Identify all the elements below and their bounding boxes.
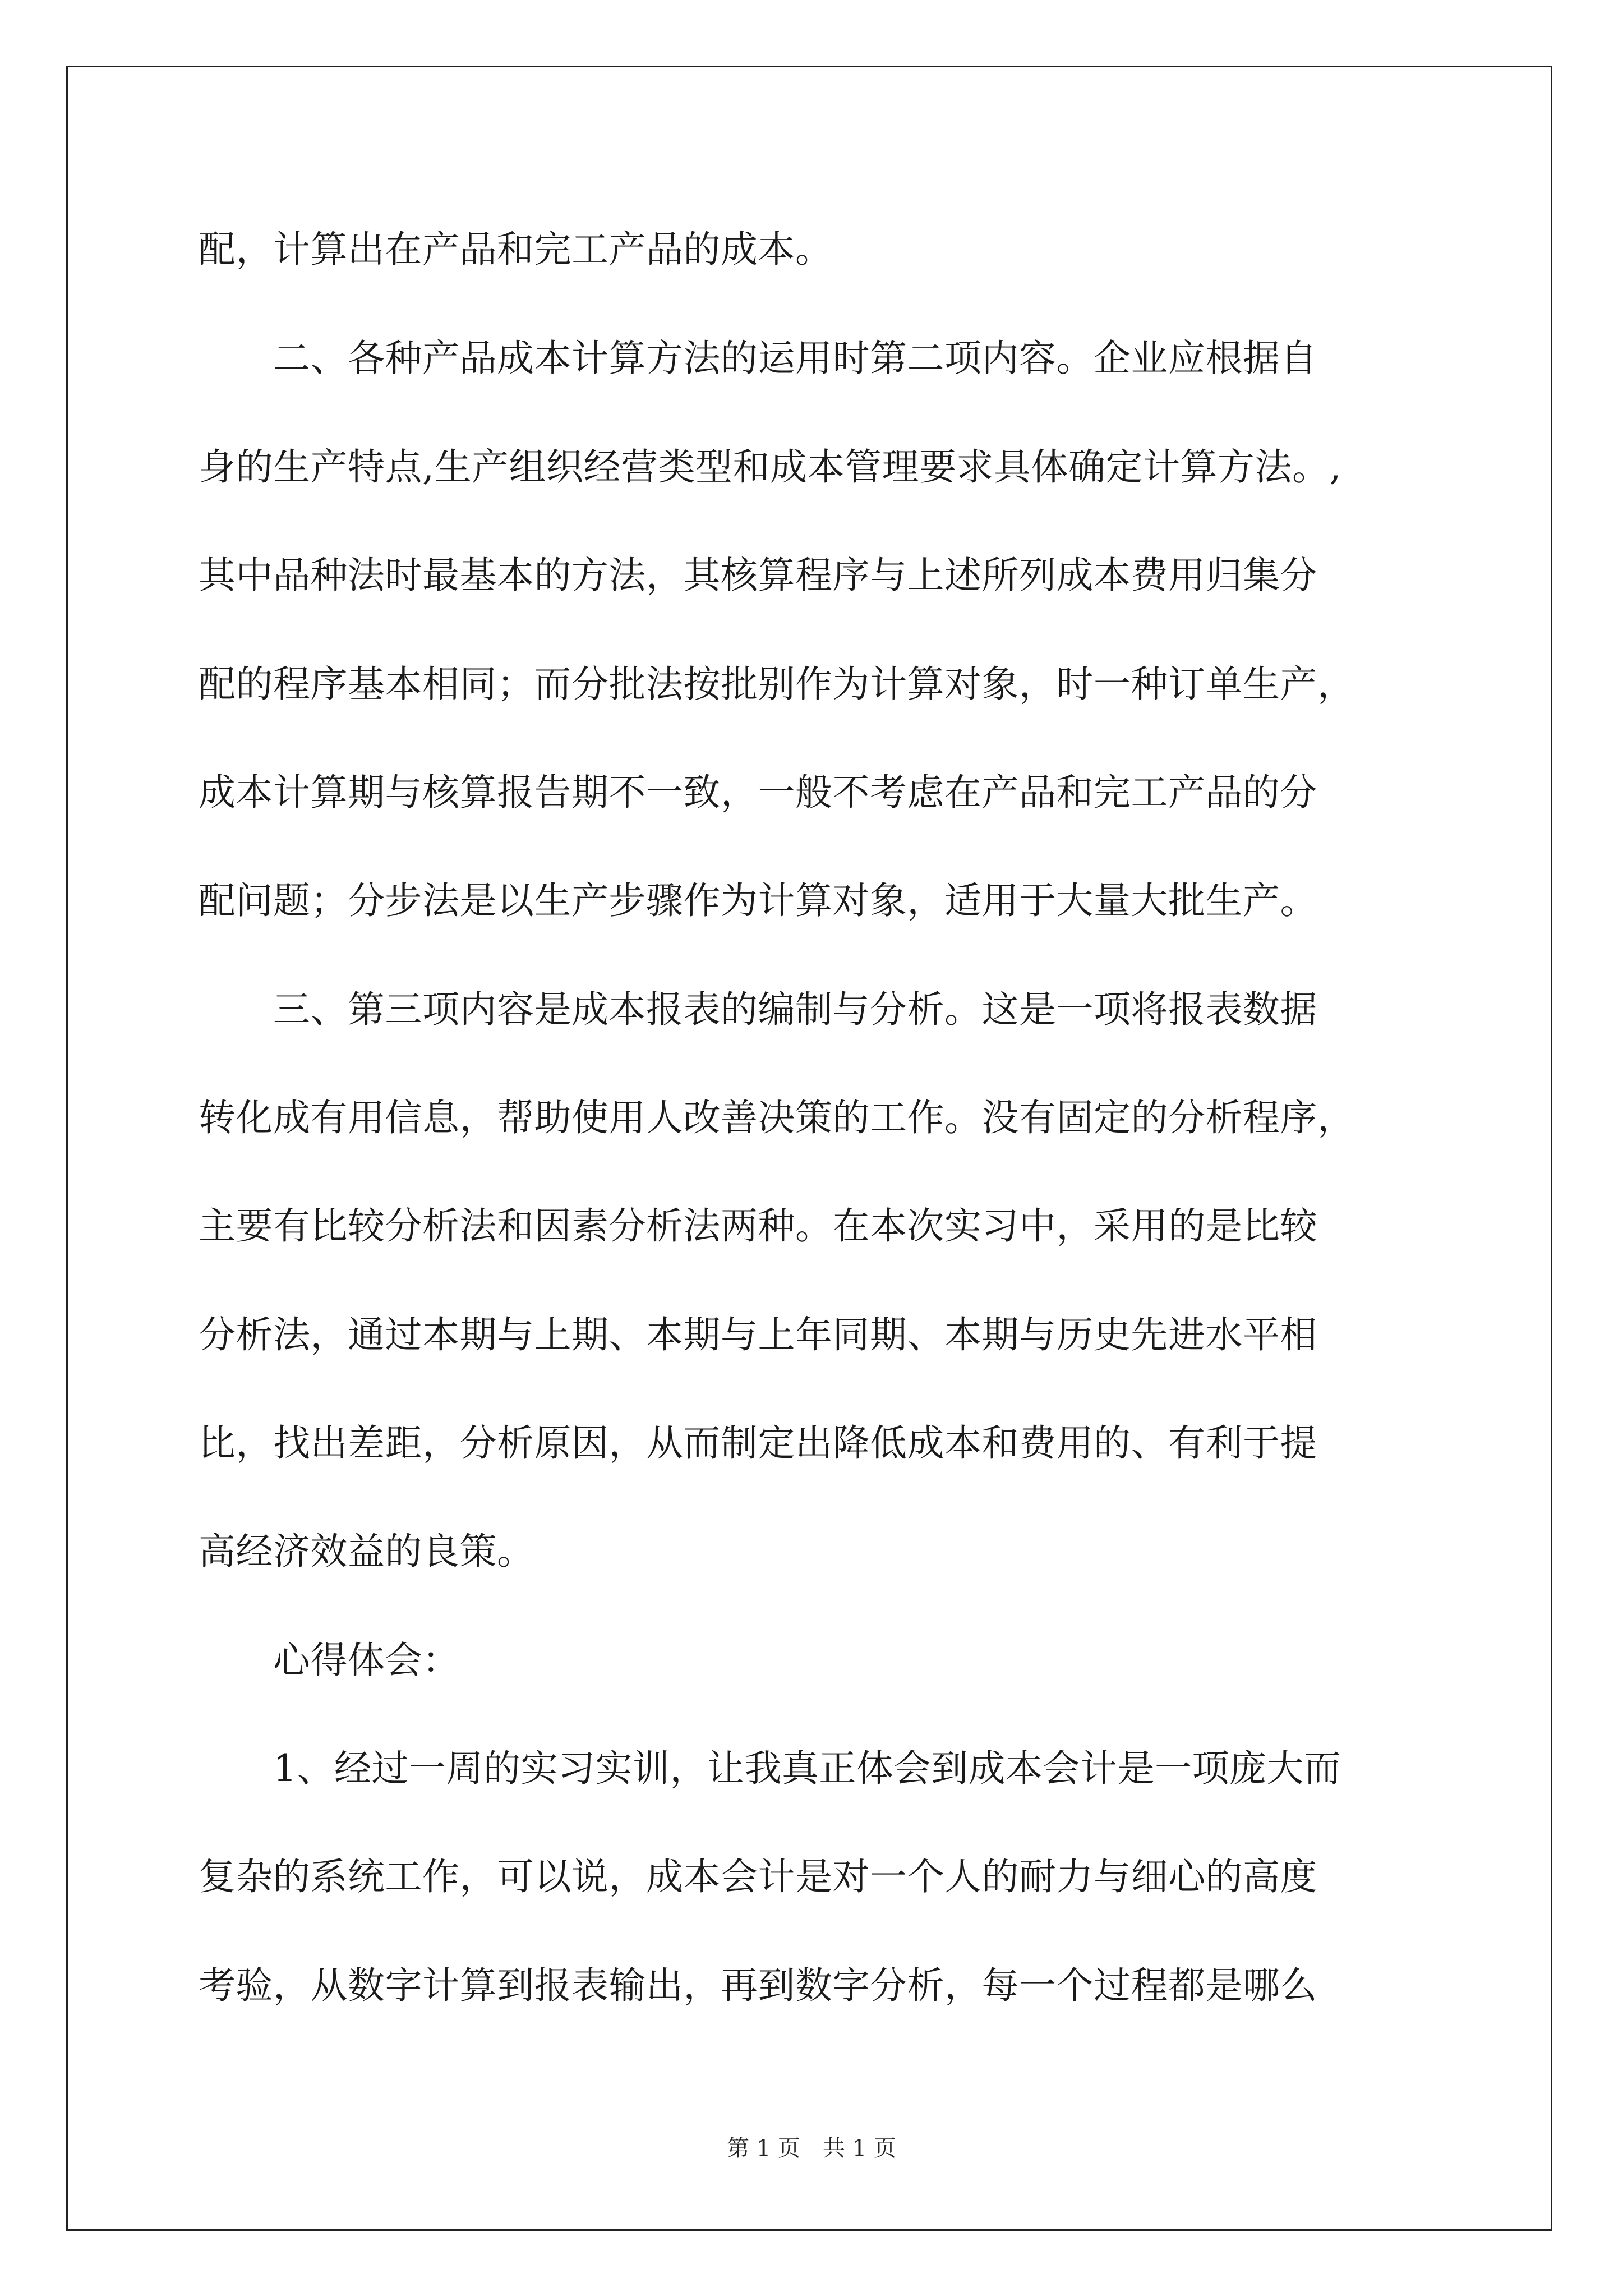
text-line: 考验，从数字计算到报表输出，再到数字分析，每一个过程都是哪么 bbox=[199, 1964, 1317, 2007]
text-line: 三、第三项内容是成本报表的编制与分析。这是一项将报表数据 bbox=[199, 988, 1317, 1031]
text-line: 高经济效益的良策。 bbox=[199, 1530, 534, 1573]
text-line: 复杂的系统工作，可以说，成本会计是对一个人的耐力与细心的高度 bbox=[199, 1855, 1317, 1898]
text-line: 二、各种产品成本计算方法的运用时第二项内容。企业应根据自 bbox=[199, 337, 1317, 380]
text-line: 主要有比较分析法和因素分析法两种。在本次实习中，采用的是比较 bbox=[199, 1204, 1317, 1248]
text-line: 1、经过一周的实习实训，让我真正体会到成本会计是一项庞大而 bbox=[199, 1747, 1341, 1790]
text-line: 身的生产特点,生产组织经营类型和成本管理要求具体确定计算方法。, bbox=[199, 445, 1341, 489]
text-line: 配问题；分步法是以生产步骤作为计算对象，适用于大量大批生产。 bbox=[199, 879, 1317, 922]
page-footer: 第 1 页 共 1 页 bbox=[727, 2136, 896, 2161]
text-line: 配的程序基本相同；而分批法按批别作为计算对象，时一种订单生产， bbox=[199, 662, 1355, 706]
text-line: 其中品种法时最基本的方法，其核算程序与上述所列成本费用归集分 bbox=[199, 554, 1317, 597]
text-line: 成本计算期与核算报告期不一致，一般不考虑在产品和完工产品的分 bbox=[199, 771, 1317, 814]
text-line: 配，计算出在产品和完工产品的成本。 bbox=[199, 228, 833, 271]
text-line: 转化成有用信息，帮助使用人改善决策的工作。没有固定的分析程序， bbox=[199, 1096, 1355, 1139]
text-line: 分析法，通过本期与上期、本期与上年同期、本期与历史先进水平相 bbox=[199, 1313, 1317, 1356]
text-line: 比，找出差距，分析原因，从而制定出降低成本和费用的、有利于提 bbox=[199, 1421, 1317, 1465]
page-border bbox=[66, 66, 1552, 2231]
text-line: 心得体会： bbox=[199, 1639, 460, 1682]
